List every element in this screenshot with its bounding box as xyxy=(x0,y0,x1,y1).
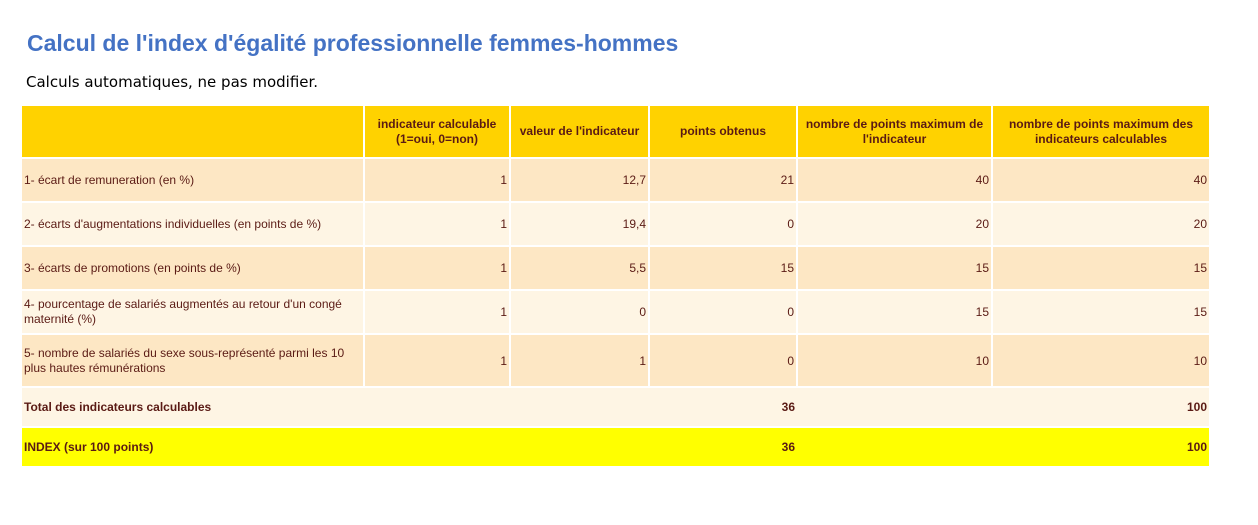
calculable-cell: 1 xyxy=(364,246,510,290)
indicator-label: 3- écarts de promotions (en points de %) xyxy=(22,246,364,290)
page-title: Calcul de l'index d'égalité professionnelle femmes-hommes xyxy=(27,30,679,56)
max-calculables-cell: 15 xyxy=(992,290,1209,334)
max-calculables-cell: 20 xyxy=(992,202,1209,246)
index-table xyxy=(22,106,1209,466)
max-calculables-cell: 10 xyxy=(992,334,1209,387)
valeur-cell: 0 xyxy=(510,290,649,334)
total-row xyxy=(22,387,1209,427)
valeur-cell: 19,4 xyxy=(510,202,649,246)
index-max: 100 xyxy=(992,427,1209,466)
total-empty-cell xyxy=(797,387,992,427)
page-subtitle: Calculs automatiques, ne pas modifier. xyxy=(26,73,319,91)
calculable-cell: 1 xyxy=(364,334,510,387)
header-valeur: valeur de l'indicateur xyxy=(510,106,649,158)
max-indicateur-cell: 10 xyxy=(797,334,992,387)
table-row xyxy=(22,158,1209,202)
total-max: 100 xyxy=(992,387,1209,427)
calculable-cell: 1 xyxy=(364,290,510,334)
valeur-cell: 5,5 xyxy=(510,246,649,290)
valeur-cell: 1 xyxy=(510,334,649,387)
index-empty-cell xyxy=(797,427,992,466)
points-cell: 0 xyxy=(649,290,797,334)
indicator-label: 2- écarts d'augmentations individuelles (en points de %) xyxy=(22,202,364,246)
max-indicateur-cell: 40 xyxy=(797,158,992,202)
max-indicateur-cell: 15 xyxy=(797,246,992,290)
calculable-cell: 1 xyxy=(364,202,510,246)
total-label: Total des indicateurs calculables xyxy=(22,387,364,427)
points-cell: 0 xyxy=(649,334,797,387)
table-row xyxy=(22,202,1209,246)
points-cell: 0 xyxy=(649,202,797,246)
index-empty-cell xyxy=(510,427,649,466)
indicator-label: 4- pourcentage de salariés augmentés au retour d'un congé maternité (%) xyxy=(22,290,364,334)
valeur-cell: 12,7 xyxy=(510,158,649,202)
table-row xyxy=(22,334,1209,387)
header-points-obtenus: points obtenus xyxy=(649,106,797,158)
table-header-row xyxy=(22,106,1209,158)
total-empty-cell xyxy=(364,387,510,427)
total-points: 36 xyxy=(649,387,797,427)
header-calculable: indicateur calculable (1=oui, 0=non) xyxy=(364,106,510,158)
calculable-cell: 1 xyxy=(364,158,510,202)
points-cell: 21 xyxy=(649,158,797,202)
total-empty-cell xyxy=(510,387,649,427)
index-row xyxy=(22,427,1209,466)
index-empty-cell xyxy=(364,427,510,466)
header-max-calculables: nombre de points maximum des indicateurs calculables xyxy=(992,106,1209,158)
index-label: INDEX (sur 100 points) xyxy=(22,427,364,466)
max-calculables-cell: 40 xyxy=(992,158,1209,202)
indicator-label: 5- nombre de salariés du sexe sous-représenté parmi les 10 plus hautes rémunérations xyxy=(22,334,364,387)
table-row xyxy=(22,246,1209,290)
max-indicateur-cell: 15 xyxy=(797,290,992,334)
indicator-label: 1- écart de remuneration (en %) xyxy=(22,158,364,202)
max-indicateur-cell: 20 xyxy=(797,202,992,246)
header-max-indicateur: nombre de points maximum de l'indicateur xyxy=(797,106,992,158)
index-points: 36 xyxy=(649,427,797,466)
table-row xyxy=(22,290,1209,334)
points-cell: 15 xyxy=(649,246,797,290)
max-calculables-cell: 15 xyxy=(992,246,1209,290)
header-indicator-label xyxy=(22,106,364,158)
